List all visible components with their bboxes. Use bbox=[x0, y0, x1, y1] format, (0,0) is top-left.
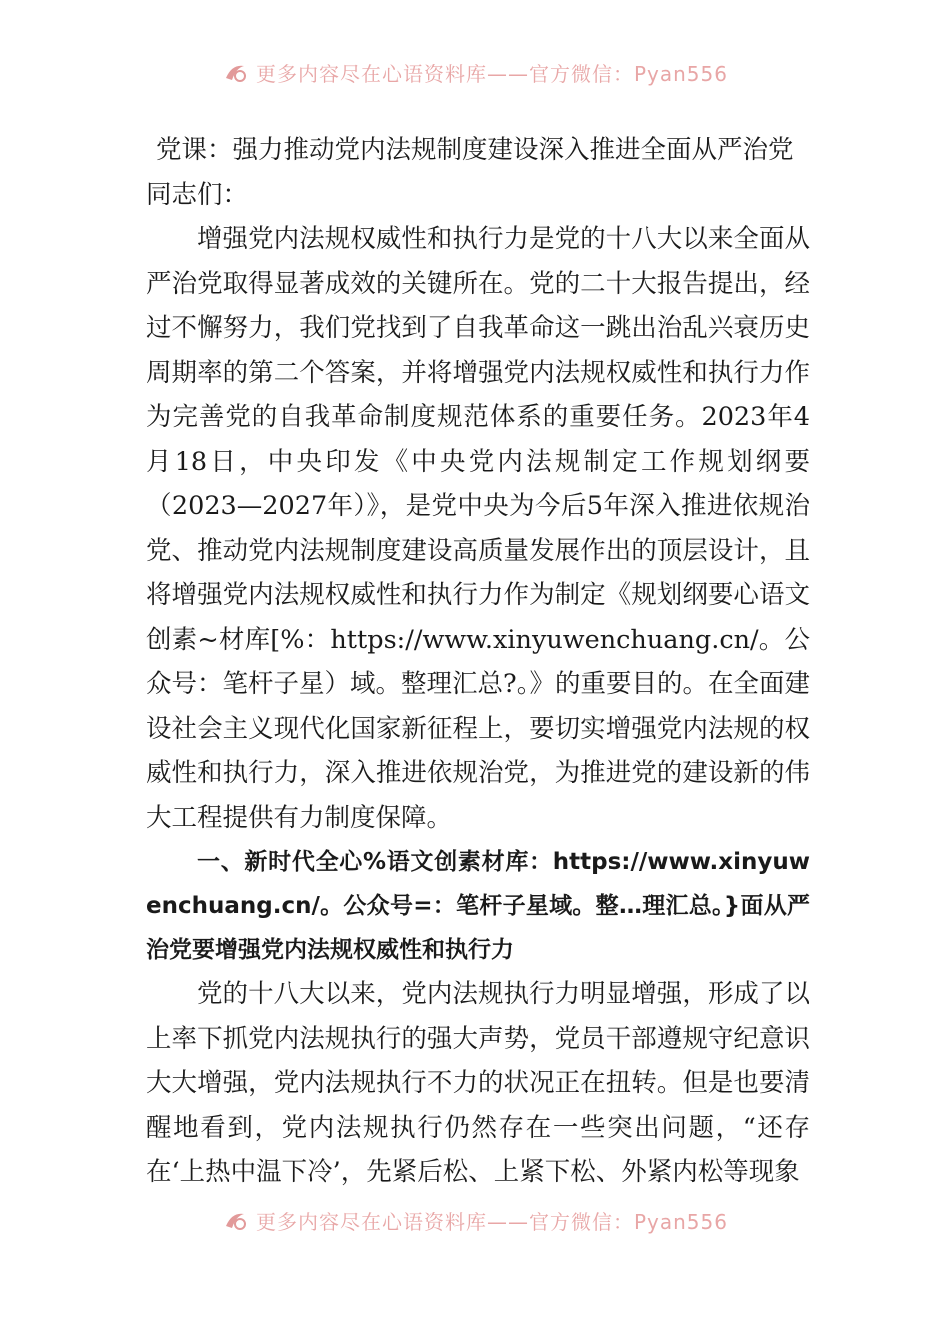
section-heading: 一、新时代全心%语文创素材库：https://www.xinyuwenchuang.cn/。公众号=：笔杆子星域。整…理汇总。}面从严治党要增强党内法规权威性和执行力 bbox=[146, 849, 810, 963]
salutation: 同志们： bbox=[146, 179, 249, 210]
section-paragraph: 党的十八大以来，党内法规执行力明显增强，形成了以上率下抓党内法规执行的强大声势，党员干部遵规守纪意识大大增强，党内法规执行不力的状况正在扭转。但是也要清醒地看到，党内法规执行仍然存在一些突出问题，“还存在‘上热中温下冷’，先紧后松、上紧下松、外紧内松等现象 bbox=[146, 979, 810, 1187]
watermark-banner-top bbox=[0, 52, 950, 92]
document-body bbox=[146, 128, 810, 1195]
watermark-text: 更多内容尽在心语资料库——官方微信：Pyan556 bbox=[255, 61, 728, 86]
watermark-text: 更多内容尽在心语资料库——官方微信：Pyan556 bbox=[255, 1209, 728, 1234]
watermark-logo-icon bbox=[222, 1206, 250, 1234]
document-title: 党课：强力推动党内法规制度建设深入推进全面从严治党 bbox=[156, 135, 794, 165]
intro-paragraph: 增强党内法规权威性和执行力是党的十八大以来全面从严治党取得显著成效的关键所在。党的二十大报告提出，经过不懈努力，我们党找到了自我革命这一跳出治乱兴衰历史周期率的第二个答案，并将增强党内法规权威性和执行力作为完善党的自我革命制度规范体系的重要任务。2023年4月18日，中央印发《中央党内法规制定工作规划纲要（2023—2027年）》，是党中央为今后5年深入推进依规治党、推动党内法规制度建设高质量发展作出的顶层设计，且将增强党内法规权威性和执行力作为制定《规划纲要心语文创素~材库[%：https://www.xinyuwenchuang.cn/。公众号：笔杆子星）域。整理汇总?。》的重要目的。在全面建设社会主义现代化国家新征程上，要切实增强党内法规的权威性和执行力，深入推进依规治党，为推进党的建设新的伟大工程提供有力制度保障。 bbox=[146, 224, 810, 833]
watermark-banner-bottom bbox=[0, 1200, 950, 1240]
watermark-logo-icon bbox=[222, 58, 250, 86]
